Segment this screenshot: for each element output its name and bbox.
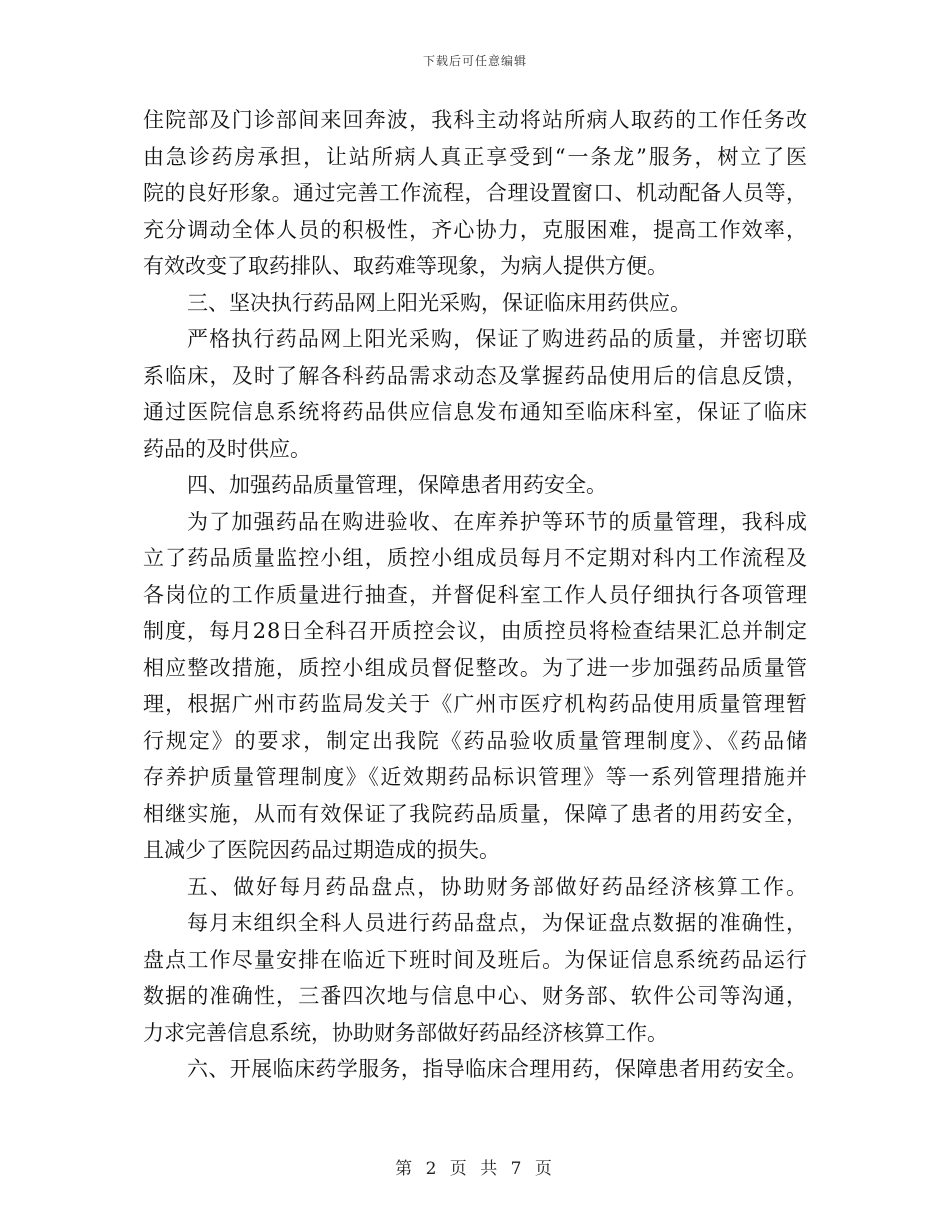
paragraph-first-line: 三、坚决执行药品网上阳光采购，保证临床用药供应。: [187, 290, 691, 315]
text-line: 院的良好形象。通过完善工作流程，合理设置窗口、机动配备人员等，: [143, 181, 808, 205]
text-line: 行规定》的要求，制定出我院《药品验收质量管理制度》、《药品储: [143, 728, 809, 753]
text-line: 且减少了医院因药品过期造成的损失。: [143, 838, 500, 862]
text-line: 由急诊药房承担，让站所病人真正享受到“一条龙”服务，树立了医: [143, 144, 809, 169]
text-line: 药品的及时供应。: [143, 436, 311, 461]
text-line: 存养护质量管理制度》《近效期药品标识管理》等一系列管理措施并: [143, 765, 809, 789]
text-line: 相继实施，从而有效保证了我院药品质量，保障了患者的用药安全，: [143, 801, 809, 826]
text-line: 系临床，及时了解各科药品需求动态及掌握药品使用后的信息反馈，: [143, 363, 809, 388]
text-line: 数据的准确性，三番四次地与信息中心、财务部、软件公司等沟通，: [143, 984, 809, 1008]
paragraph-first-line: 严格执行药品网上阳光采购，保证了购进药品的质量，并密切联: [187, 327, 809, 351]
page-header: 下载后可任意编辑: [422, 54, 527, 68]
text-line: 制度，每月28日全科召开质控会议，由质控员将检查结果汇总并制定: [143, 619, 808, 643]
document-body: [143, 102, 810, 1088]
text-line: 通过医院信息系统将药品供应信息发布通知至临床科室，保证了临床: [143, 400, 809, 424]
paragraph-first-line: 四、加强药品质量管理，保障患者用药安全。: [187, 473, 607, 497]
text-line: 盘点工作尽量安排在临近下班时间及班后。为保证信息系统药品运行: [143, 947, 809, 972]
text-line: 各岗位的工作质量进行抽查，并督促科室工作人员仔细执行各项管理: [143, 582, 809, 607]
paragraph-first-line: 五、做好每月药品盘点，协助财务部做好药品经济核算工作。: [187, 874, 810, 899]
text-line: 力求完善信息系统，协助财务部做好药品经济核算工作。: [143, 1020, 668, 1045]
text-line: 有效改变了取药排队、取药难等现象，为病人提供方便。: [143, 254, 668, 278]
paragraph-first-line: 六、开展临床药学服务，指导临床合理用药，保障患者用药安全。: [187, 1057, 808, 1081]
paragraph-first-line: 为了加强药品在购进验收、在库养护等环节的质量管理，我科成: [187, 509, 809, 534]
text-line: 住院部及门诊部间来回奔波，我科主动将站所病人取药的工作任务改: [143, 108, 809, 132]
paragraph-first-line: 每月末组织全科人员进行药品盘点，为保证盘点数据的准确性，: [187, 911, 809, 935]
text-line: 充分调动全体人员的积极性，齐心协力，克服困难，提高工作效率，: [143, 217, 809, 242]
page-number-footer: 第 2 页 共 7 页: [395, 1159, 555, 1179]
text-line: 相应整改措施，质控小组成员督促整改。为了进一步加强药品质量管: [143, 655, 809, 680]
text-line: 立了药品质量监控小组，质控小组成员每月不定期对科内工作流程及: [143, 546, 809, 570]
text-line: 理，根据广州市药监局发关于《广州市医疗机构药品使用质量管理暂: [143, 692, 809, 716]
